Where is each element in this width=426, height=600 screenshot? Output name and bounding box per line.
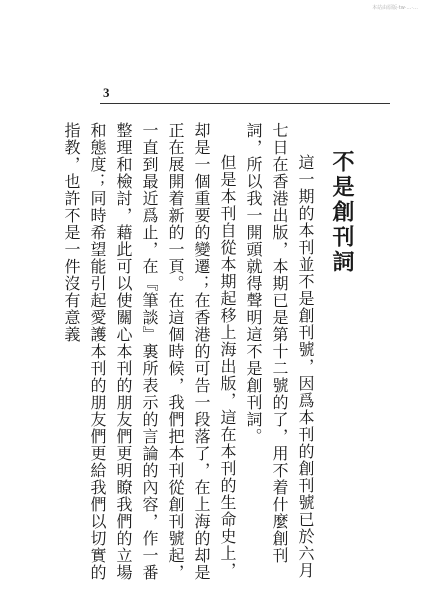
article-body [58, 122, 318, 592]
paragraph-1: 這一期的本刊並不是創刊號，因爲本刊的創刊號已於六月七日在香港出版，本期已是第十二號的了，用不着什麼創刊詞，所以我一開頭就得聲明這不是創刊詞。 [244, 122, 315, 579]
scan-watermark: 本站由原版·tw·…·… [372, 5, 418, 11]
page-number: 3 [103, 85, 110, 100]
paragraph-2: 但是本刊自從本期起移上海出版，這在本刊的生命史上，却是一個重要的變遷；在香港的可告一段落了，在上海的却是正在展開着新的一頁。在這個時候，我們把本刊從創刊號起，一直到最近爲止，在『筆談』裏所表示的言論的內容，作一番整理和檢討，藉此可以使關心本刊的朋友們更明瞭我們的立場和態度；同時希望能引起愛護本刊的朋友們更給我們以切實的指教，也許不是一件沒有意義 [62, 122, 237, 581]
header-rule [100, 103, 390, 104]
article-title: 不是創刊詞 [329, 150, 355, 275]
